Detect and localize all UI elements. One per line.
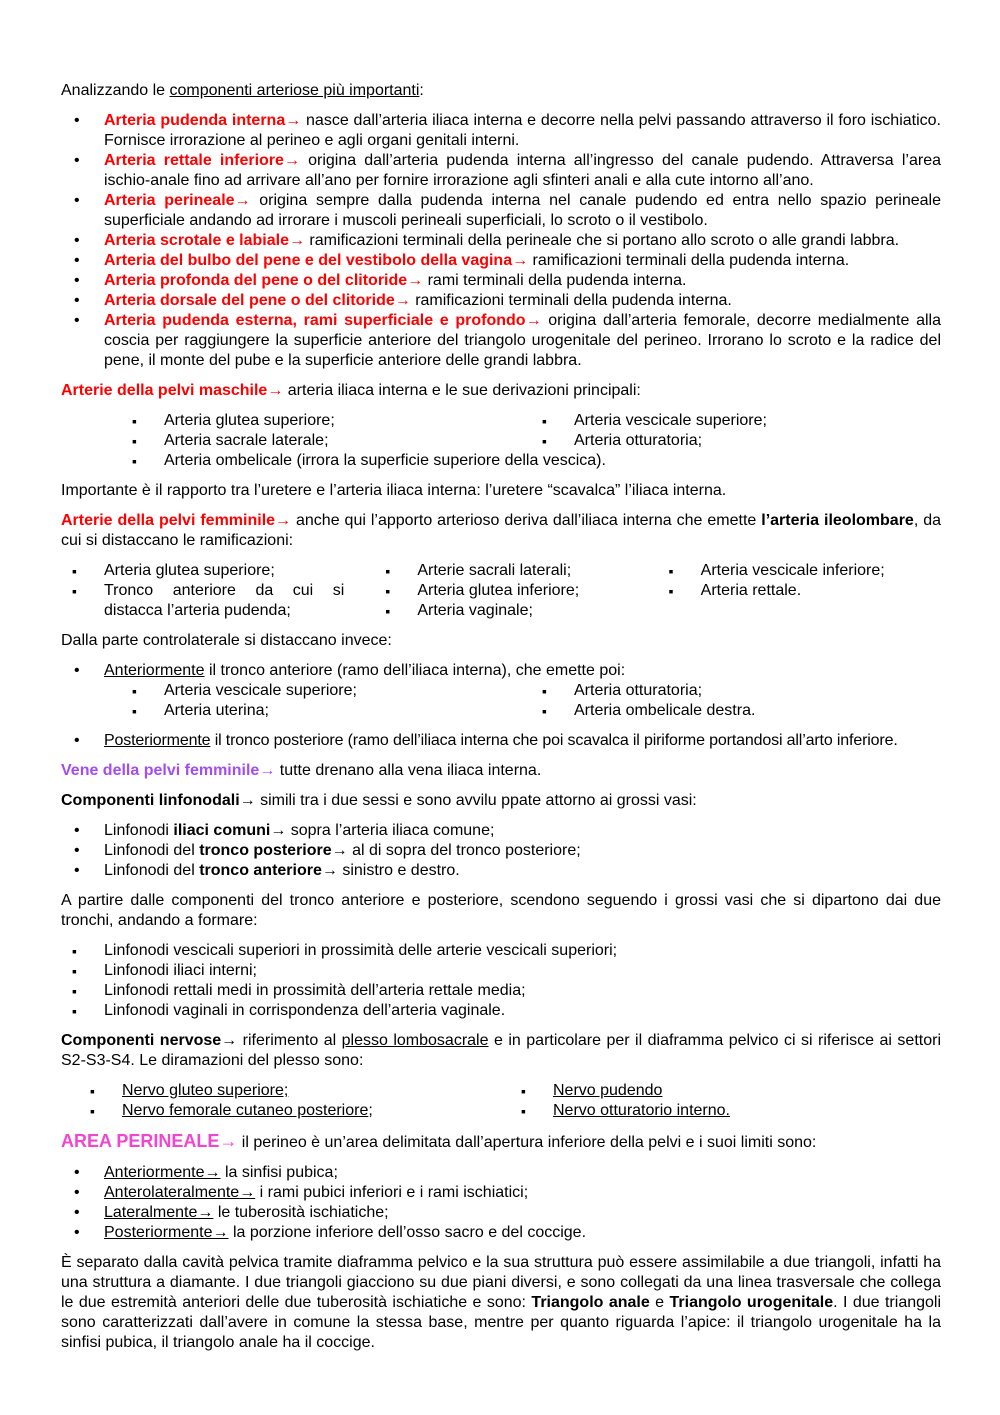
list-item: ▪ Nervo femorale cutaneo posteriore; (79, 1101, 510, 1121)
arrow-icon: → (407, 272, 424, 289)
lymph-nodes-list (61, 941, 941, 1021)
list-item: • Anteriormente→ la sinfisi pubica; (61, 1163, 941, 1183)
artery-item: • Arteria rettale inferiore→ origina dall’arteria pudenda interna all’ingresso del canale pudendo. Attraversa l’area ischio-anale fino ad arrivare all’ano per fornire irrorazione agli sfinteri anali e alla cute intorno all’ano. (61, 151, 941, 191)
arrow-icon: → (239, 1184, 256, 1201)
list-item: ▪ Arteria glutea superiore; (61, 561, 344, 581)
arrow-icon: → (212, 1224, 229, 1241)
list-item: ▪ Arteria ombelicale (irrora la superficie superiore della vescica). (121, 451, 941, 471)
lymph-list (61, 821, 941, 881)
arrow-icon: → (219, 1131, 238, 1151)
list-item: ▪ Arterie sacrali laterali; (374, 561, 657, 581)
list-item: • Linfonodi del tronco posteriore→ al di sopra del tronco posteriore; (61, 841, 941, 861)
list-item: ▪ Arteria rettale. (658, 581, 941, 601)
artery-item: • Arteria pudenda interna→ nasce dall’arteria iliaca interna e decorre nella pelvi passando attraverso il foro ischiatico. Fornisce irrorazione al perineo e agli organi genitali interni. (61, 111, 941, 151)
arrow-icon: → (234, 192, 251, 209)
arrow-icon: → (267, 382, 284, 399)
arrow-icon: → (288, 232, 305, 249)
artery-item: • Arteria perineale→ origina sempre dalla pudenda interna nel canale pudendo ed entra nello spazio perineale superficiale andando ad irrorare i muscoli perineali superficiali, lo scroto o il vestibolo. (61, 191, 941, 231)
list-item: ▪ Nervo otturatorio interno. (510, 1101, 941, 1121)
lymph-paragraph: A partire dalle componenti del tronco anteriore e posteriore, scendono seguendo i grossi vasi che si dipartono dai due tronchi, andando a formare: (61, 892, 941, 929)
arrow-icon: → (512, 252, 529, 269)
list-item: ▪ Nervo pudendo (510, 1081, 941, 1101)
artery-item: • Arteria profonda del pene o del clitoride→ rami terminali della pudenda interna. (61, 271, 941, 291)
list-item: ▪ Arteria sacrale laterale; (121, 431, 531, 451)
list-item: ▪ Arteria vescicale superiore; (531, 411, 941, 431)
list-item: ▪ Arteria vescicale superiore; (121, 681, 531, 701)
arrow-icon: → (331, 842, 348, 859)
ureter-note: Importante è il rapporto tra l’uretere e l’arteria iliaca interna: l’uretere “scavalca” l’iliaca interna. (61, 482, 727, 499)
list-item: ▪ Arteria otturatoria; (531, 431, 941, 451)
list-item: • Anterolateralmente→ i rami pubici inferiori e i rami ischiatici; (61, 1183, 941, 1203)
female-branches (61, 561, 941, 621)
arrow-icon: → (283, 152, 300, 169)
arrow-icon: → (270, 822, 287, 839)
list-item: • Linfonodi del tronco anteriore→ sinistro e destro. (61, 861, 941, 881)
list-item: • Anteriormente il tronco anteriore (ramo dell’iliaca interna), che emette poi: ▪ Arteria vescicale superiore; ▪ Arteria uterina; ▪ Arteria otturatoria; ▪ Arteria ombelicale destra. (61, 661, 941, 721)
arrow-icon: → (239, 792, 256, 809)
arrow-icon: → (221, 1032, 238, 1049)
list-item: • Linfonodi iliaci comuni→ sopra l’arteria iliaca comune; (61, 821, 941, 841)
artery-item: • Arteria pudenda esterna, rami superficiale e profondo→ origina dall’arteria femorale, decorre medialmente alla coscia per raggiungere la superficie anteriore del triangolo urogenitale del perineo. Irrorano lo scroto e la radice del pene, il monte del pube e la superficie anteriore delle grandi labbra. (61, 311, 941, 371)
list-item: ▪ Tronco anteriore da cui si distacca l’arteria pudenda; (61, 581, 344, 621)
arrow-icon: → (275, 512, 292, 529)
list-item: • Posteriormente→ la porzione inferiore dell’osso sacro e del coccige. (61, 1223, 941, 1243)
artery-item: • Arteria del bulbo del pene e del vestibolo della vagina→ ramificazioni terminali della pudenda interna. (61, 251, 941, 271)
arrow-icon: → (285, 112, 302, 129)
list-item: ▪ Arteria glutea inferiore; (374, 581, 657, 601)
list-item: ▪ Linfonodi vaginali in corrispondenza dell’arteria vaginale. (61, 1001, 941, 1021)
arrow-icon: → (525, 312, 542, 329)
intro-line: Analizzando le componenti arteriose più importanti: (61, 82, 424, 99)
list-item: • Lateralmente→ le tuberosità ischiatiche; (61, 1203, 941, 1223)
list-item: ▪ Linfonodi iliaci interni; (61, 961, 941, 981)
list-item: • Posteriormente il tronco posteriore (ramo dell’iliaca interna che poi scavalca il piriforme portandosi all’arto inferiore. (61, 731, 941, 751)
perineal-area-heading: AREA PERINEALE→ il perineo è un’area delimitata dall’apertura inferiore della pelvi e i suoi limiti sono: (61, 1131, 817, 1151)
veins-heading: Vene della pelvi femminile→ tutte drenano alla vena iliaca interna. (61, 762, 542, 779)
list-item: ▪ Arteria glutea superiore; (121, 411, 531, 431)
arrow-icon: → (204, 1164, 221, 1181)
nerves-branches (79, 1081, 941, 1121)
list-item: ▪ Arteria uterina; (121, 701, 531, 721)
list-item: ▪ Nervo gluteo superiore; (79, 1081, 510, 1101)
arrow-icon: → (321, 862, 338, 879)
list-item: ▪ Arteria vaginale; (374, 601, 657, 621)
intro-underlined: componenti arteriose più importanti (169, 82, 420, 99)
artery-item: • Arteria dorsale del pene o del clitoride→ ramificazioni terminali della pudenda interna. (61, 291, 941, 311)
lymph-heading: Componenti linfonodali→ simili tra i due sessi e sono avvilu ppate attorno ai grossi vasi: (61, 792, 697, 809)
contralateral-list (61, 661, 941, 751)
contralateral-intro: Dalla parte controlaterale si distaccano invece: (61, 632, 392, 649)
nerves-heading: Componenti nervose→ riferimento al plesso lombosacrale e in particolare per il diaframma pelvico ci si riferisce ai settori S2-S3-S4. Le diramazioni del plesso sono: (61, 1032, 942, 1069)
list-item: ▪ Arteria ombelicale destra. (531, 701, 941, 721)
arrow-icon: → (197, 1204, 214, 1221)
document-page (61, 81, 941, 1353)
arrow-icon: → (259, 762, 276, 779)
perineal-paragraph: È separato dalla cavità pelvica tramite diaframma pelvico e la sua struttura può essere assimilabile a due triangoli, infatti ha una struttura a diamante. I due triangoli giacciono su due piani diversi, e sono collegati da una linea trasversale che collega le due estremità anteriori delle due tuberosità ischiatiche e sono: Triangolo anale e Triangolo urogenitale. I due triangoli sono caratterizzati dall’avere in comune la stessa base, mentre per quanto riguarda l’apice: il triangolo urogenitale ha la sinfisi pubica, il triangolo anale ha il coccige. (61, 1254, 942, 1351)
female-pelvis-heading: Arterie della pelvi femminile→ anche qui l’apporto arterioso deriva dall’iliaca interna che emette l’arteria ileolombare, da cui si distaccano le ramificazioni: (61, 512, 942, 549)
artery-item: • Arteria scrotale e labiale→ ramificazioni terminali della perineale che si portano allo scroto o alle grandi labbra. (61, 231, 941, 251)
list-item: ▪ Linfonodi rettali medi in prossimità dell’arteria rettale media; (61, 981, 941, 1001)
list-item: ▪ Linfonodi vescicali superiori in prossimità delle arterie vescicali superiori; (61, 941, 941, 961)
arrow-icon: → (394, 292, 411, 309)
perineal-limits-list (61, 1163, 941, 1243)
list-item: ▪ Arteria otturatoria; (531, 681, 941, 701)
arteries-list (61, 111, 941, 371)
male-branches (121, 411, 941, 471)
list-item: ▪ Arteria vescicale inferiore; (658, 561, 941, 581)
male-pelvis-heading: Arterie della pelvi maschile→ arteria iliaca interna e le sue derivazioni principali: (61, 382, 641, 399)
